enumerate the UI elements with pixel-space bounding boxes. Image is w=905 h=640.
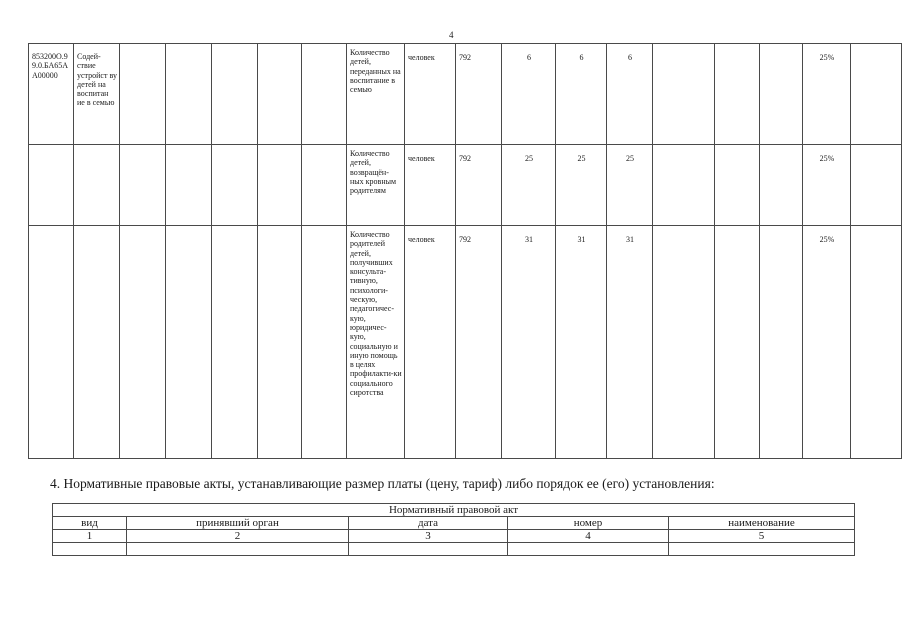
table-row [53,517,855,530]
column-header: вид [53,517,127,530]
column-number: 2 [127,530,349,543]
okei-code-cell: 792 [456,226,502,459]
unit-name-cell: человек [405,44,456,145]
unit-name-cell: человек [405,145,456,226]
deviation-cell: 25% [803,145,851,226]
deviation-cell: 25% [803,44,851,145]
table-row [29,226,902,459]
indicator-name-cell: Количество детей, переданных на воспитание в семью [347,44,405,145]
indicator-name-cell: Количество родителей детей, получивших консульта-тивную, психологи-ческую, педагогичес-кую, юридичес-кую, социальную и иную помощь в целях профилакти-ки социального сиротства [347,226,405,459]
registry-code-cell [29,226,74,459]
table-row [53,504,855,517]
legal-act-header: Нормативный правовой акт [53,504,855,517]
service-name-cell: Содей-ствие устройст ву детей на воспитан ие в семью [74,44,120,145]
column-header: номер [508,517,669,530]
value-year3-cell: 31 [607,226,653,459]
value-year1-cell: 31 [502,226,556,459]
unit-name-cell: человек [405,226,456,459]
okei-code-cell: 792 [456,145,502,226]
column-number: 4 [508,530,669,543]
column-header: принявший орган [127,517,349,530]
legal-acts-table [52,503,855,556]
value-year2-cell: 25 [556,145,607,226]
column-header: наименование [669,517,855,530]
service-name-cell [74,145,120,226]
deviation-cell: 25% [803,226,851,459]
column-header: дата [349,517,508,530]
value-year1-cell: 6 [502,44,556,145]
registry-code-cell [29,145,74,226]
value-year2-cell: 31 [556,226,607,459]
column-number: 1 [53,530,127,543]
section-4-title: 4. Нормативные правовые акты, устанавливающие размер платы (цену, тариф) либо порядок ее (его) установления: [50,476,715,491]
okei-code-cell: 792 [456,44,502,145]
value-year1-cell: 25 [502,145,556,226]
indicator-name-cell: Количество детей, возвращён-ных кровным родителям [347,145,405,226]
value-year3-cell: 25 [607,145,653,226]
column-number: 5 [669,530,855,543]
value-year2-cell: 6 [556,44,607,145]
table-row [29,44,902,145]
service-name-cell [74,226,120,459]
page-number: 4 [449,30,454,40]
table-row [53,543,855,556]
registry-code-cell: 853200О.99.0.БА65АА00000 [29,44,74,145]
indicator-table [28,43,902,459]
table-row [29,145,902,226]
column-number: 3 [349,530,508,543]
value-year3-cell: 6 [607,44,653,145]
table-row [53,530,855,543]
